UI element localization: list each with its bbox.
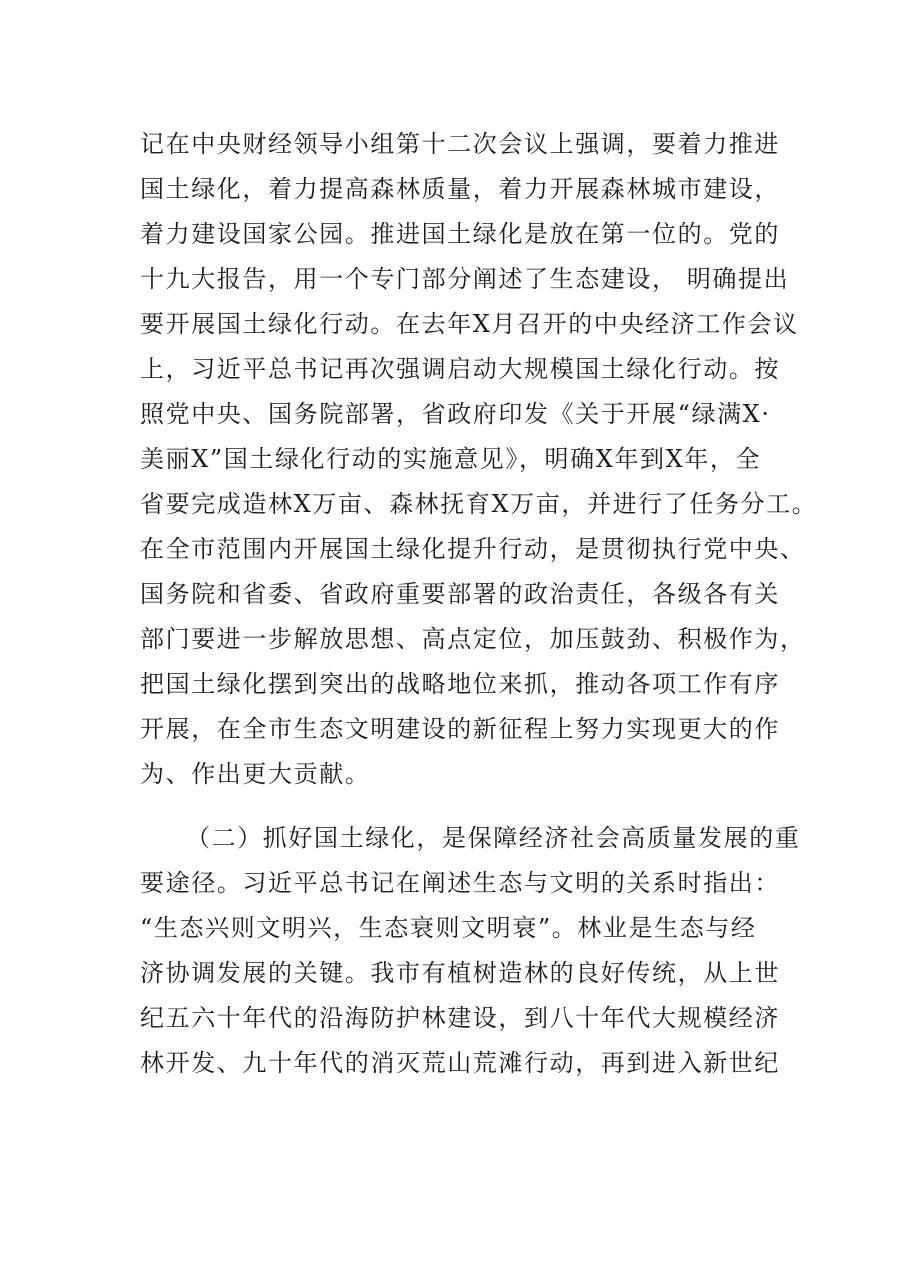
text-line: 部门要进一步解放思想、高点定位，加压鼓劲、积极作为， [140,625,806,653]
text-line: 要途径。习近平总书记在阐述生态与文明的关系时指出： [140,869,780,897]
text-line: 记在中央财经领导小组第十二次会议上强调，要着力推进 [140,130,780,158]
text-line: 美丽X”国土绿化行动的实施意见》，明确X年到X年，全 [140,445,762,473]
text-line: 开展，在全市生态文明建设的新征程上努力实现更大的作 [140,715,780,743]
text-line: 在全市范围内开展国土绿化提升行动，是贯彻执行党中央、 [140,535,806,563]
text-line: 要开展国土绿化行动。在去年X月召开的中央经济工作会议 [140,310,799,338]
text-line: 纪五六十年代的沿海防护林建设，到八十年代大规模经济 [140,1004,780,1032]
text-line: 照党中央、国务院部署，省政府印发《关于开展“绿满X· [140,400,771,428]
text-line: 着力建设国家公园。推进国土绿化是放在第一位的。党的 [140,220,780,248]
text-line: 把国土绿化摆到突出的战略地位来抓，推动各项工作有序 [140,670,780,698]
text-line: 济协调发展的关键。我市有植树造林的良好传统，从上世 [140,959,780,987]
text-line: 为、作出更大贡献。 [140,760,371,788]
paragraph-heading-line: （二）抓好国土绿化，是保障经济社会高质量发展的重 [186,824,801,852]
text-line: 林开发、九十年代的消灭荒山荒滩行动，再到进入新世纪 [140,1049,780,1077]
text-line: 十九大报告，用一个专门部分阐述了生态建设， 明确提出 [140,265,790,293]
text-line: 国务院和省委、省政府重要部署的政治责任，各级各有关 [140,580,780,608]
text-line: 上，习近平总书记再次强调启动大规模国土绿化行动。按 [140,355,780,383]
text-line: “生态兴则文明兴，生态衰则文明衰”。林业是生态与经 [140,914,757,942]
text-line: 国土绿化，着力提高森林质量，着力开展森林城市建设， [140,175,780,203]
text-line: 省要完成造林X万亩、森林抚育X万亩，并进行了任务分工。 [140,490,818,518]
